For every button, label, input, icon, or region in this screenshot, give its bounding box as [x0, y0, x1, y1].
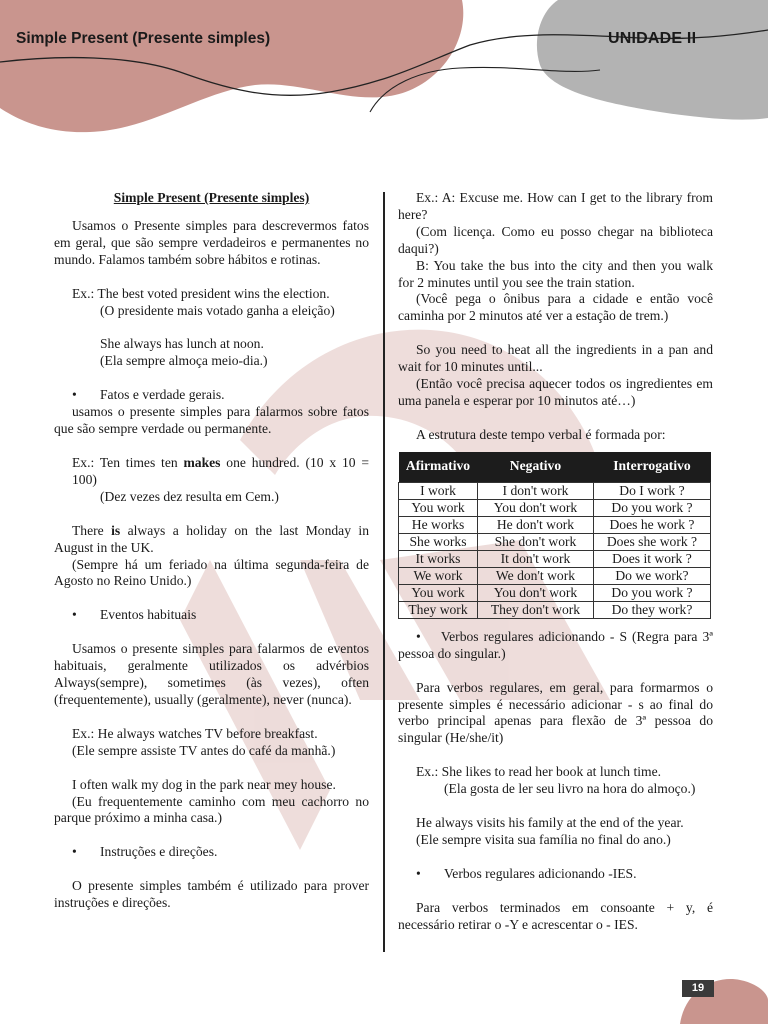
bullet-habits-text: Eventos habituais	[100, 607, 197, 623]
example-4-en: There is always a holiday on the last Monday in August in the UK.	[54, 522, 369, 555]
table-cell: Do they work?	[593, 601, 710, 618]
table-cell: I don't work	[478, 482, 594, 499]
table-cell: We work	[399, 567, 478, 584]
table-row	[399, 482, 711, 499]
table-row	[399, 550, 711, 567]
regular-verbs-paragraph: Para verbos regulares, em geral, para formarmos o presente simples é necessário adicionar - s ao final do verbo principal apenas para flexão de 3ª pessoa do singular (He/she/it)	[398, 679, 713, 746]
header-negative: Negativo	[478, 452, 594, 483]
page-number: 19	[682, 980, 714, 997]
table-row	[399, 499, 711, 516]
table-cell: Does she work ?	[593, 533, 710, 550]
bullet-regular-s	[398, 629, 713, 663]
table-cell: They work	[399, 601, 478, 618]
dialog-b: B: You take the bus into the city and then you walk for 2 minutes until you see the train station.	[398, 257, 713, 290]
header-title: Simple Present (Presente simples)	[16, 30, 271, 47]
example-2-en: She always has lunch at noon.	[100, 336, 264, 352]
section-title: Simple Present (Presente simples)	[113, 190, 310, 205]
table-row	[399, 601, 711, 618]
instructions-paragraph: O presente simples também é utilizado para prover instruções e direções.	[54, 878, 369, 911]
table-cell: They don't work	[478, 601, 594, 618]
bullet-ies-text: Verbos regulares adicionando -IES.	[444, 865, 637, 881]
example-3-en: Ex.: Ten times ten makes one hundred. (10 x 10 = 100)	[72, 454, 370, 487]
table-cell: Does he work ?	[593, 516, 710, 533]
example-7-en: Ex.: She likes to read her book at lunch time.	[416, 764, 662, 780]
table-cell: Do we work?	[593, 567, 710, 584]
table-cell: He works	[399, 516, 478, 533]
dialog-b-pt: (Você pega o ônibus para a cidade e então você caminha por 2 minutos até ver a estação de trem.)	[398, 291, 713, 324]
example-recipe-pt: (Então você precisa aquecer todos os ingredientes em uma panela e esperar por 10 minutos até…)	[398, 376, 713, 408]
table-cell: She works	[399, 533, 478, 550]
dialog-a-pt: (Com licença. Como eu posso chegar na biblioteca daqui?)	[398, 223, 713, 256]
header-affirmative: Afirmativo	[399, 452, 478, 483]
example-6-pt: (Eu frequentemente caminho com meu cachorro no parque próximo a minha casa.)	[54, 793, 369, 826]
table-cell: You work	[399, 499, 478, 516]
bullet-instructions-text: Instruções e direções.	[100, 844, 218, 860]
example-recipe-en: So you need to heat all the ingredients in a pan and wait for 10 minutes until...	[398, 342, 713, 375]
unit-label: UNIDADE II	[608, 30, 697, 47]
table-cell: Do you work ?	[593, 499, 710, 516]
bullet-facts: • Fatos e verdade gerais.	[72, 387, 225, 403]
example-7-pt: (Ela gosta de ler seu livro na hora do almoço.)	[444, 781, 696, 797]
bullet-regular-s-text: Verbos regulares adicionando - S (Regra para 3ª pessoa do singular.)	[398, 628, 713, 661]
gray-header-shape	[537, 0, 768, 120]
example-2-pt: (Ela sempre almoça meio-dia.)	[100, 353, 268, 369]
table-cell: We don't work	[478, 567, 594, 584]
table-row	[399, 533, 711, 550]
bullet-habits: • Eventos habituais	[72, 607, 197, 623]
column-divider	[383, 192, 385, 952]
table-row	[399, 584, 711, 601]
table-cell: It works	[399, 550, 478, 567]
rose-header-shape	[0, 0, 463, 132]
left-column	[54, 190, 369, 912]
table-cell: He don't work	[478, 516, 594, 533]
bullet-dot: •	[416, 628, 441, 644]
example-5-pt: (Ele sempre assiste TV antes do café da manhã.)	[72, 742, 336, 758]
example-1-pt: (O presidente mais votado ganha a eleição)	[100, 302, 335, 318]
right-column	[398, 190, 713, 934]
dialog-a: Ex.: A: Excuse me. How can I get to the library from here?	[398, 190, 713, 222]
example-1-en: Ex.: The best voted president wins the election.	[72, 285, 330, 301]
example-4-pt: (Sempre há um feriado na última segunda-feira de Agosto no Reino Unido.)	[54, 556, 369, 589]
bullet-facts-text: Fatos e verdade gerais.	[100, 387, 225, 403]
table-cell: Do you work ?	[593, 584, 710, 601]
table-header-row	[399, 452, 711, 483]
intro-paragraph: Usamos o Presente simples para descrevermos fatos em geral, que são sempre verdadeiros e permanentes no mundo. Falamos também sobre hábitos e rotinas.	[54, 217, 369, 267]
table-cell: She don't work	[478, 533, 594, 550]
table-cell: You don't work	[478, 584, 594, 601]
table-cell: You don't work	[478, 499, 594, 516]
conjugation-table	[398, 452, 711, 619]
ies-paragraph: Para verbos terminados em consoante + y, é necessário retirar o -Y e acrescentar o - IES.	[398, 899, 713, 932]
bullet-instructions: • Instruções e direções.	[72, 844, 218, 860]
example-5-en: Ex.: He always watches TV before breakfast.	[72, 725, 318, 741]
table-cell: You work	[399, 584, 478, 601]
table-cell: It don't work	[478, 550, 594, 567]
example-8-en: He always visits his family at the end of the year.	[416, 815, 684, 831]
bullet-ies: • Verbos regulares adicionando -IES.	[416, 865, 637, 881]
table-row	[399, 567, 711, 584]
header-interrogative: Interrogativo	[593, 452, 710, 483]
example-8-pt: (Ele sempre visita sua família no final do ano.)	[416, 831, 671, 847]
habits-paragraph: Usamos o presente simples para falarmos de eventos habituais, geralmente utilizados os advérbios Always(sempre), sometimes (às vezes), often (frequentemente), usually (geralmente), never (nunca).	[54, 641, 369, 707]
table-cell: Do I work ?	[593, 482, 710, 499]
example-6-en: I often walk my dog in the park near mey house.	[72, 776, 336, 792]
structure-intro: A estrutura deste tempo verbal é formada por:	[416, 426, 666, 442]
table-cell: I work	[399, 482, 478, 499]
table-row	[399, 516, 711, 533]
example-3-pt: (Dez vezes dez resulta em Cem.)	[100, 488, 279, 504]
facts-paragraph: usamos o presente simples para falarmos sobre fatos que são sempre verdade ou permanente.	[54, 404, 369, 437]
table-cell: Does it work ?	[593, 550, 710, 567]
